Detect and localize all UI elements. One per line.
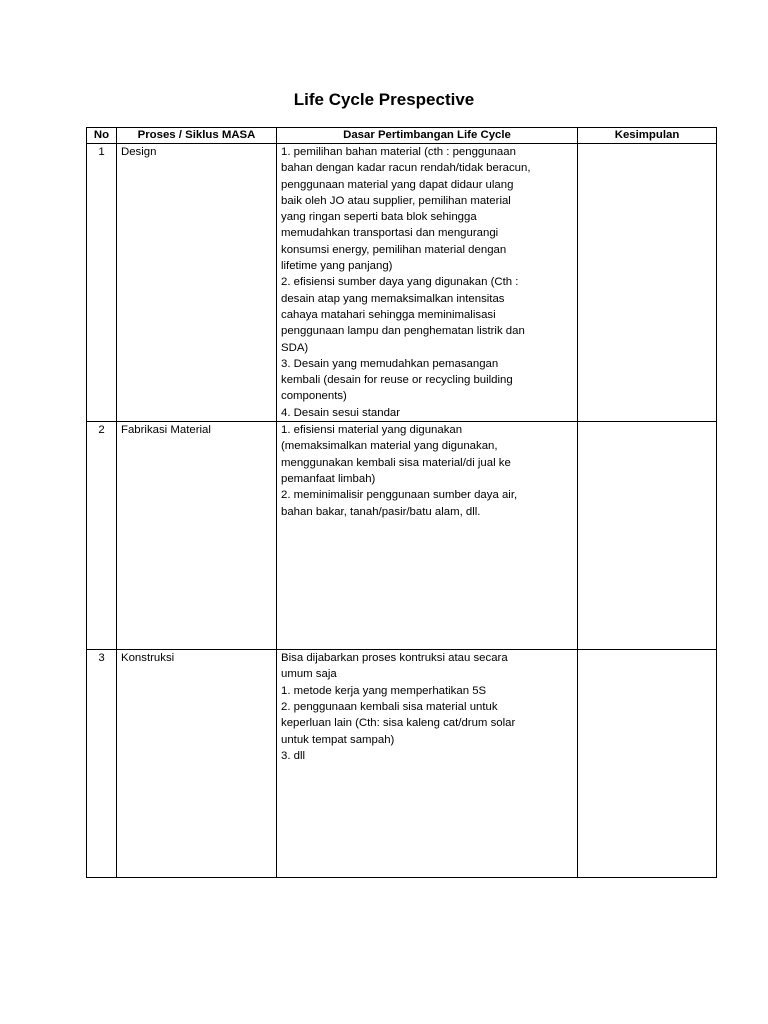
basis-line: yang ringan seperti bata blok sehingga	[281, 211, 477, 224]
basis-line: umum saja	[281, 668, 337, 681]
basis-line: lifetime yang panjang)	[281, 260, 393, 273]
basis-line: 2. efisiensi sumber daya yang digunakan (Cth :	[281, 276, 519, 289]
basis-line: desain atap yang memaksimalkan intensitas	[281, 292, 505, 305]
basis-line: untuk tempat sampah)	[281, 733, 395, 746]
basis-line: bahan bakar, tanah/pasir/batu alam, dll.	[281, 505, 481, 518]
basis-line: kembali (desain for reuse or recycling building	[281, 374, 513, 387]
table-row	[87, 650, 717, 878]
basis-text	[277, 422, 578, 650]
header-process: Proses / Siklus MASA	[117, 128, 277, 144]
process-name: Konstruksi	[117, 650, 277, 878]
basis-line: penggunaan material yang dapat didaur ulang	[281, 178, 514, 191]
row-number: 1	[87, 144, 117, 422]
life-cycle-table	[86, 127, 717, 878]
basis-line: 4. Desain sesui standar	[281, 406, 401, 419]
conclusion-cell	[578, 422, 717, 650]
basis-line: baik oleh JO atau supplier, pemilihan material	[281, 194, 511, 207]
basis-line: 3. dll	[281, 749, 306, 762]
conclusion-cell	[578, 144, 717, 422]
table-header-row	[87, 128, 717, 144]
basis-line: 3. Desain yang memudahkan pemasangan	[281, 357, 499, 370]
row-number: 3	[87, 650, 117, 878]
basis-line: penggunaan lampu dan penghematan listrik dan	[281, 325, 525, 338]
header-basis: Dasar Pertimbangan Life Cycle	[277, 128, 578, 144]
basis-line: bahan dengan kadar racun rendah/tidak beracun,	[281, 162, 531, 175]
table-row	[87, 144, 717, 422]
table-row	[87, 422, 717, 650]
conclusion-cell	[578, 650, 717, 878]
basis-line: 1. pemilihan bahan material (cth : penggunaan	[281, 146, 516, 158]
basis-line: memudahkan transportasi dan mengurangi	[281, 227, 499, 240]
basis-line: (memaksimalkan material yang digunakan,	[281, 440, 498, 453]
process-name: Design	[117, 144, 277, 422]
header-no: No	[87, 128, 117, 144]
basis-text	[277, 144, 578, 422]
basis-line: 1. efisiensi material yang digunakan	[281, 424, 463, 437]
row-number: 2	[87, 422, 117, 650]
page-title: Life Cycle Prespective	[293, 90, 475, 109]
basis-line: 1. metode kerja yang memperhatikan 5S	[281, 684, 487, 697]
basis-text	[277, 650, 578, 878]
basis-line: keperluan lain (Cth: sisa kaleng cat/drum solar	[281, 717, 516, 730]
process-name: Fabrikasi Material	[117, 422, 277, 650]
basis-line: 2. penggunaan kembali sisa material untuk	[281, 700, 498, 713]
basis-line: Bisa dijabarkan proses kontruksi atau secara	[281, 652, 508, 665]
basis-line: konsumsi energy, pemilihan material dengan	[281, 243, 507, 256]
basis-line: pemanfaat limbah)	[281, 472, 376, 485]
basis-line: cahaya matahari sehingga meminimalisasi	[281, 308, 496, 321]
basis-line: SDA)	[281, 341, 309, 354]
basis-line: 2. meminimalisir penggunaan sumber daya air,	[281, 489, 518, 502]
header-conclusion: Kesimpulan	[578, 128, 717, 144]
basis-line: menggunakan kembali sisa material/di jual ke	[281, 456, 511, 469]
basis-line: components)	[281, 390, 347, 403]
